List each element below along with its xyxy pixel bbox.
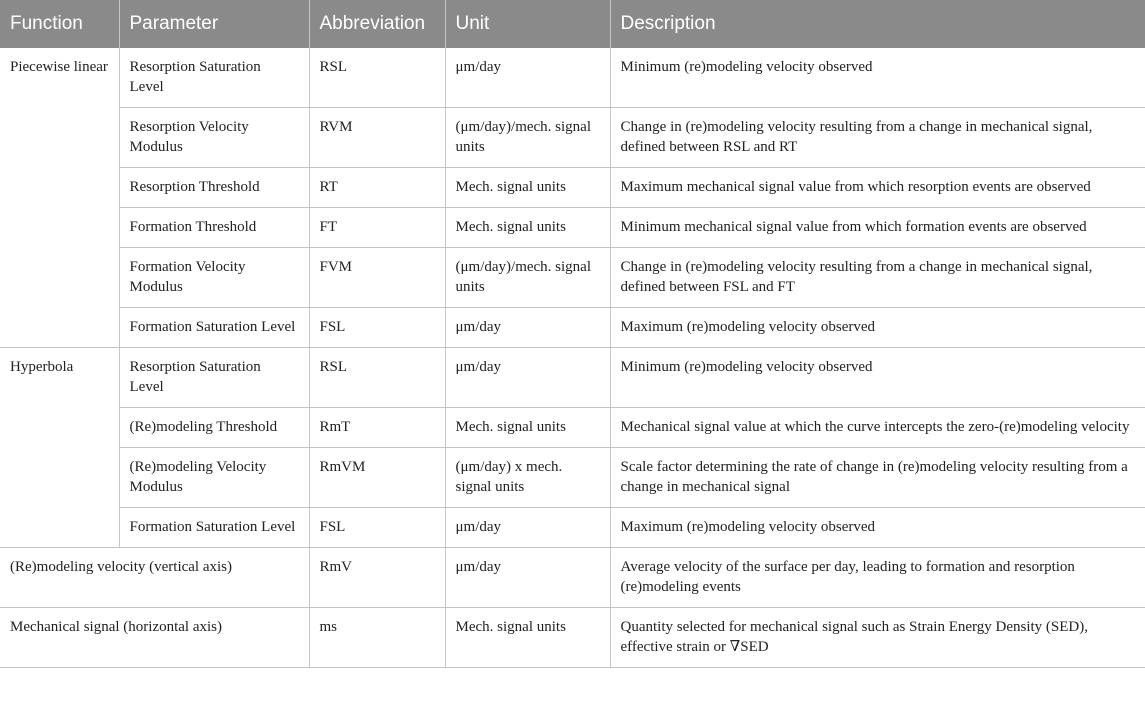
function-cell-hyperbola: Hyperbola <box>0 348 119 548</box>
table-row <box>0 608 1145 668</box>
spanning-label-cell: Mechanical signal (horizontal axis) <box>0 608 309 668</box>
abbreviation-cell: RSL <box>309 48 445 108</box>
description-cell: Quantity selected for mechanical signal such as Strain Energy Density (SED), effective strain or ∇SED <box>610 608 1145 668</box>
table-row <box>0 208 1145 248</box>
abbreviation-cell: FSL <box>309 508 445 548</box>
table-row <box>0 248 1145 308</box>
abbreviation-cell: RVM <box>309 108 445 168</box>
unit-cell: Mech. signal units <box>445 208 610 248</box>
description-cell: Mechanical signal value at which the curve intercepts the zero-(re)modeling velocity <box>610 408 1145 448</box>
parameter-cell: Formation Saturation Level <box>119 308 309 348</box>
unit-cell: μm/day <box>445 348 610 408</box>
description-cell: Maximum (re)modeling velocity observed <box>610 508 1145 548</box>
table-row <box>0 168 1145 208</box>
table-row <box>0 48 1145 108</box>
parameter-cell: Resorption Saturation Level <box>119 348 309 408</box>
header-abbreviation: Abbreviation <box>309 0 445 48</box>
table-row <box>0 408 1145 448</box>
header-description: Description <box>610 0 1145 48</box>
header-parameter: Parameter <box>119 0 309 48</box>
parameter-cell: Resorption Velocity Modulus <box>119 108 309 168</box>
unit-cell: μm/day <box>445 308 610 348</box>
abbreviation-cell: RSL <box>309 348 445 408</box>
abbreviation-cell: RmVM <box>309 448 445 508</box>
parameter-cell: Formation Saturation Level <box>119 508 309 548</box>
unit-cell: (μm/day)/mech. signal units <box>445 108 610 168</box>
unit-cell: Mech. signal units <box>445 608 610 668</box>
spanning-label-cell: (Re)modeling velocity (vertical axis) <box>0 548 309 608</box>
parameter-cell: (Re)modeling Velocity Modulus <box>119 448 309 508</box>
description-cell: Maximum (re)modeling velocity observed <box>610 308 1145 348</box>
abbreviation-cell: FT <box>309 208 445 248</box>
abbreviation-cell: RmV <box>309 548 445 608</box>
abbreviation-cell: FSL <box>309 308 445 348</box>
unit-cell: (μm/day)/mech. signal units <box>445 248 610 308</box>
description-cell: Scale factor determining the rate of change in (re)modeling velocity resulting from a change in mechanical signal <box>610 448 1145 508</box>
header-row <box>0 0 1145 48</box>
description-cell: Minimum (re)modeling velocity observed <box>610 48 1145 108</box>
unit-cell: μm/day <box>445 548 610 608</box>
unit-cell: μm/day <box>445 48 610 108</box>
parameter-cell: (Re)modeling Threshold <box>119 408 309 448</box>
function-cell-piecewise-linear: Piecewise linear <box>0 48 119 348</box>
description-cell: Change in (re)modeling velocity resulting from a change in mechanical signal, defined between RSL and RT <box>610 108 1145 168</box>
abbreviation-cell: ms <box>309 608 445 668</box>
unit-cell: Mech. signal units <box>445 168 610 208</box>
table-row <box>0 348 1145 408</box>
unit-cell: (μm/day) x mech. signal units <box>445 448 610 508</box>
table-row <box>0 108 1145 168</box>
parameter-cell: Resorption Saturation Level <box>119 48 309 108</box>
description-cell: Minimum mechanical signal value from which formation events are observed <box>610 208 1145 248</box>
header-unit: Unit <box>445 0 610 48</box>
description-cell: Average velocity of the surface per day, leading to formation and resorption (re)modeling events <box>610 548 1145 608</box>
description-cell: Minimum (re)modeling velocity observed <box>610 348 1145 408</box>
description-cell: Maximum mechanical signal value from which resorption events are observed <box>610 168 1145 208</box>
table-row <box>0 508 1145 548</box>
header-function: Function <box>0 0 119 48</box>
table-row <box>0 548 1145 608</box>
table-row <box>0 448 1145 508</box>
unit-cell: μm/day <box>445 508 610 548</box>
unit-cell: Mech. signal units <box>445 408 610 448</box>
parameter-cell: Formation Velocity Modulus <box>119 248 309 308</box>
parameter-cell: Formation Threshold <box>119 208 309 248</box>
table-row <box>0 308 1145 348</box>
parameter-cell: Resorption Threshold <box>119 168 309 208</box>
abbreviation-cell: FVM <box>309 248 445 308</box>
abbreviation-cell: RT <box>309 168 445 208</box>
description-cell: Change in (re)modeling velocity resulting from a change in mechanical signal, defined between FSL and FT <box>610 248 1145 308</box>
abbreviation-cell: RmT <box>309 408 445 448</box>
